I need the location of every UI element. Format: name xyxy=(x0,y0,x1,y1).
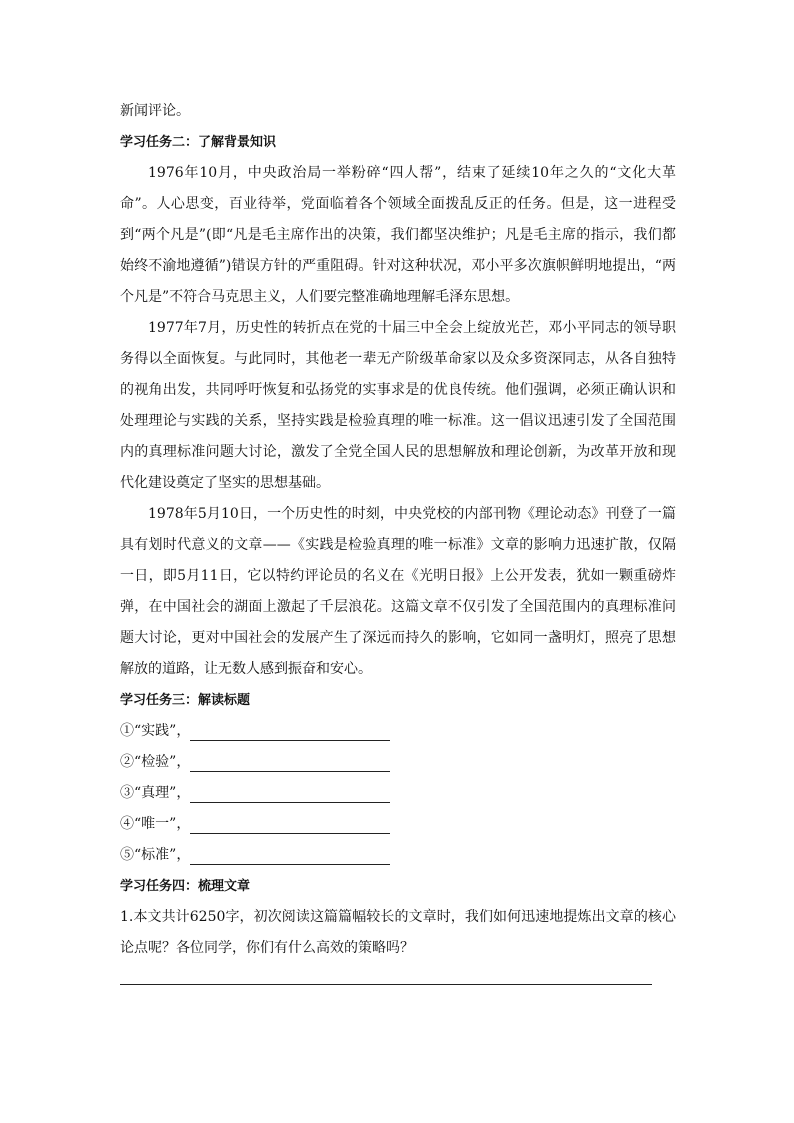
background-paragraph-1976: 1976年10月，中央政治局一举粉碎“四人帮”，结束了延续10年之久的“文化大革命”。人心思变，百业待举，党面临着各个领域全面拨乱反正的任务。但是，这一进程受到“两个凡是”(即“凡是毛主席作出的决策，我们都坚决维护；凡是毛主席的指示，我们都始终不渝地遵循”)错误方针的严重阻碍。针对这种状况，邓小平多次旗帜鲜明地提出，“两个凡是”不符合马克思主义，人们要完整准确地理解毛泽东思想。 xyxy=(120,165,676,305)
term-label: ②“检验”， xyxy=(120,754,191,770)
term-label: ③“真理”， xyxy=(120,785,191,801)
intro-tail-text: 新闻评论。 xyxy=(120,103,190,119)
term-label: ④“唯一”， xyxy=(120,816,191,832)
term-label: ①“实践”， xyxy=(120,723,191,739)
background-paragraph-1978: 1978年5月10日，一个历史性的时刻，中央党校的内部刊物《理论动态》刊登了一篇具有划时代意义的文章——《实践是检验真理的唯一标准》文章的影响力迅速扩散，仅隔一日，即5月11日，它以特约评论员的名义在《光明日报》上公开发表，犹如一颗重磅炸弹，在中国社会的湖面上激起了千层浪花。这篇文章不仅引发了全国范围内的真理标准问题大讨论，更对中国社会的发展产生了深远而持久的影响，它如同一盏明灯，照亮了思想解放的道路，让无数人感到振奋和安心。 xyxy=(120,506,676,677)
answer-blank[interactable] xyxy=(190,780,390,803)
title-term-row-truth xyxy=(120,778,676,809)
title-term-row-only xyxy=(120,809,676,840)
background-paragraph-1977: 1977年7月，历史性的转折点在党的十届三中全会上绽放光芒，邓小平同志的领导职务得以全面恢复。与此同时，其他老一辈无产阶级革命家以及众多资深同志，从各自独特的视角出发，共同呼吁恢复和弘扬党的实事求是的优良传统。他们强调，必须正确认识和处理理论与实践的关系，坚持实践是检验真理的唯一标准。这一倡议迅速引发了全国范围内的真理标准问题大讨论，激发了全党全国人民的思想解放和理论创新，为改革开放和现代化建设奠定了坚实的思想基础。 xyxy=(120,320,676,491)
title-term-row-practice xyxy=(120,716,676,747)
term-label: ⑤“标准”， xyxy=(120,847,191,863)
title-term-row-test xyxy=(120,747,676,778)
task4-heading: 学习任务四：梳理文章 xyxy=(120,879,251,894)
answer-blank[interactable] xyxy=(190,749,390,772)
task3-heading: 学习任务三：解读标题 xyxy=(120,693,251,708)
answer-blank[interactable] xyxy=(190,842,390,865)
task2-heading: 学习任务二：了解背景知识 xyxy=(120,135,277,150)
task4-question-1: 1.本文共计6250字，初次阅读这篇篇幅较长的文章时，我们如何迅速地提炼出文章的核心论点呢？各位同学，你们有什么高效的策略吗？ xyxy=(120,909,676,956)
worksheet-page xyxy=(120,96,676,985)
answer-blank[interactable] xyxy=(190,811,390,834)
answer-line[interactable] xyxy=(120,964,652,985)
answer-blank[interactable] xyxy=(190,718,390,741)
title-term-row-standard xyxy=(120,840,676,871)
